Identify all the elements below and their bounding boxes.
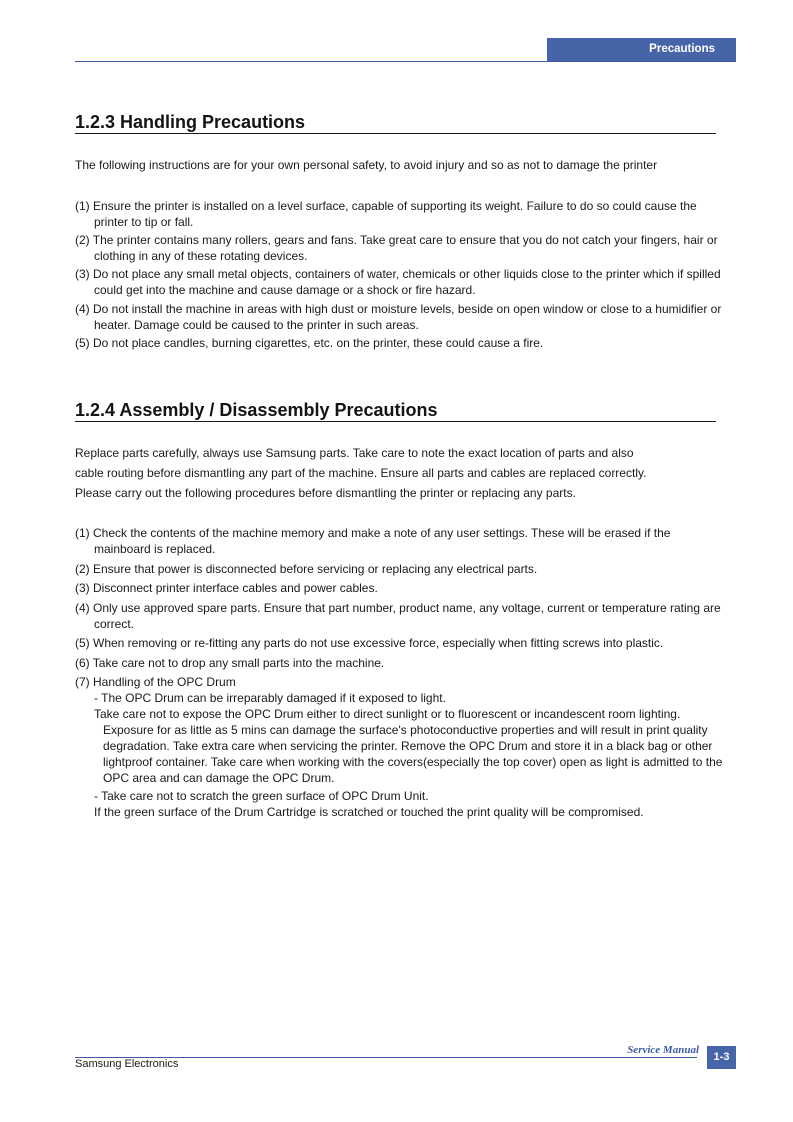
section-intro: The following instructions are for your own personal safety, to avoid injury and so as not to damage the printer xyxy=(75,158,658,172)
footer-company: Samsung Electronics xyxy=(75,1058,179,1070)
footer-manual-label: Service Manual xyxy=(627,1044,699,1056)
list-item: (3) Do not place any small metal objects, containers of water, chemicals or other liquids close to the printer which if spilled could get into the machine and cause damage or a shock or fire hazard. xyxy=(75,267,721,298)
list-item: (3) Disconnect printer interface cables and power cables. xyxy=(75,581,378,595)
handling-precautions-list xyxy=(75,198,725,353)
list-item-opc-drum xyxy=(75,674,725,820)
opc-note xyxy=(94,788,725,820)
list-item: (2) The printer contains many rollers, gears and fans. Take great care to ensure that you do not catch your fingers, hair or clothing in any of these rotating devices. xyxy=(75,233,718,264)
section-title-assembly: 1.2.4 Assembly / Disassembly Precautions xyxy=(75,400,438,420)
opc-note-detail: If the green surface of the Drum Cartridge is scratched or touched the print quality will be compromised. xyxy=(94,805,644,819)
assembly-precautions-list xyxy=(75,525,725,824)
opc-drum-notes xyxy=(94,690,725,820)
opc-note-lead: - The OPC Drum can be irreparably damaged if it exposed to light. xyxy=(94,691,446,705)
section-rule xyxy=(75,133,716,134)
section-rule xyxy=(75,421,716,422)
opc-note xyxy=(94,690,725,786)
opc-note-lead: - Take care not to scratch the green surface of OPC Drum Unit. xyxy=(94,789,429,803)
list-item: (4) Only use approved spare parts. Ensure that part number, product name, any voltage, current or temperature rating are correct. xyxy=(75,600,721,631)
list-item: (6) Take care not to drop any small parts into the machine. xyxy=(75,655,385,670)
list-item: (5) Do not place candles, burning cigarettes, etc. on the printer, these could cause a fire. xyxy=(75,335,544,350)
intro-line: Replace parts carefully, always use Samsung parts. Take care to note the exact location of parts and also xyxy=(75,446,634,460)
list-item: (1) Check the contents of the machine memory and make a note of any user settings. These will be erased if the mainboard is replaced. xyxy=(75,526,671,556)
intro-line: cable routing before dismantling any part of the machine. Ensure all parts and cables are replaced correctly. xyxy=(75,466,647,480)
list-item: (2) Ensure that power is disconnected before servicing or replacing any electrical parts. xyxy=(75,561,538,576)
opc-note-detail: Take care not to expose the OPC Drum either to direct sunlight or to fluorescent or incandescent room lighting. Exposure for as little as 5 mins can damage the surface's photoconductive properties and will result in print quality degradation. Take extra care when servicing the printer. Remove the OPC Drum and store it in a black bag or other lightproof container. Take care when working with the covers(especially the top cover) open as light is admitted to the OPC area and can damage the OPC Drum. xyxy=(94,707,723,785)
list-item-label: (7) Handling of the OPC Drum xyxy=(75,675,236,689)
section-title-handling: 1.2.3 Handling Precautions xyxy=(75,112,306,132)
list-item: (1) Ensure the printer is installed on a level surface, capable of supporting its weight. Failure to do so could cause the printer to tip or fall. xyxy=(75,199,697,229)
intro-line: Please carry out the following procedures before dismantling the printer or replacing any parts. xyxy=(75,486,576,500)
header-section-tab: Precautions xyxy=(547,38,736,61)
page-number-badge: 1-3 xyxy=(707,1046,736,1069)
header-rule xyxy=(75,61,736,62)
section-intro xyxy=(75,443,725,503)
list-item: (5) When removing or re-fitting any parts do not use excessive force, especially when fitting screws into plastic. xyxy=(75,636,664,650)
list-item: (4) Do not install the machine in areas with high dust or moisture levels, beside on open window or close to a humidifier or heater. Damage could be caused to the printer in such areas. xyxy=(75,301,722,332)
